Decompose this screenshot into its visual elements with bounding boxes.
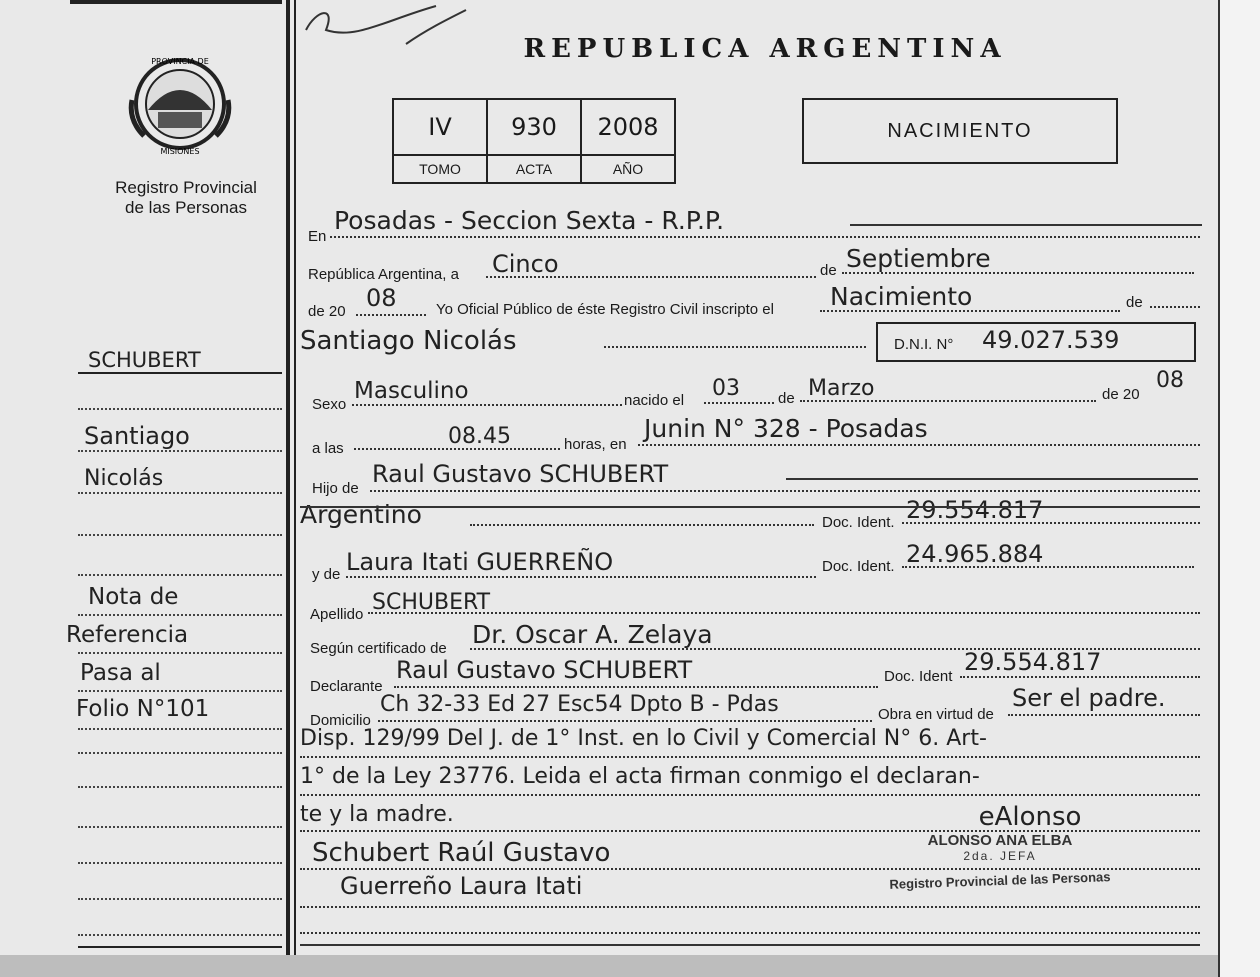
margin-rule (78, 862, 282, 864)
acta-label: ACTA (487, 155, 581, 183)
value-anio: 08 (366, 284, 397, 312)
seal-text-top: PROVINCIA DE (151, 57, 209, 66)
margin-top-rule (70, 0, 282, 4)
margin-given-1: Santiago (84, 422, 190, 450)
margin-rule (78, 690, 282, 692)
acta-value: 930 (487, 99, 581, 155)
fill-line (394, 686, 878, 688)
fill-line (902, 522, 1200, 524)
fill-line (800, 400, 1096, 402)
value-nac-anio: 08 (1156, 368, 1184, 393)
fill-line (378, 720, 872, 722)
fill-line (352, 404, 622, 406)
label-en: En (308, 228, 327, 245)
value-apellido: SCHUBERT (372, 590, 491, 615)
margin-rule (78, 574, 282, 576)
value-dia: Cinco (492, 250, 559, 278)
margin-rule (78, 534, 282, 536)
fill-line (960, 676, 1200, 678)
value-nacionalidad: Argentino (300, 500, 422, 529)
label-de20: de 20 (308, 303, 346, 320)
fill-line (486, 276, 816, 278)
value-madre: Laura Itati GUERREÑO (346, 548, 614, 576)
label-nacido: nacido el (624, 392, 685, 409)
margin-rule (78, 946, 282, 948)
fill-line (638, 444, 1200, 446)
label-hijo: Hijo de (312, 480, 359, 497)
fill-line (470, 524, 814, 526)
label-dni: D.N.I. N° (894, 336, 954, 353)
page-bottom-edge (0, 955, 1218, 977)
misiones-seal-icon (126, 50, 234, 162)
value-certificado: Dr. Oscar A. Zelaya (472, 620, 713, 649)
margin-rule (78, 492, 282, 494)
fill-line (902, 566, 1194, 568)
official-signature: eAlonso (978, 802, 1082, 832)
record-reference-table (392, 98, 676, 184)
value-lugar-nac: Junin N° 328 - Posadas (644, 414, 928, 443)
margin-note-4: Folio N°101 (76, 696, 210, 722)
margin-rule (78, 652, 282, 654)
value-texto-3: te y la madre. (300, 802, 454, 827)
margin-given-2: Nicolás (84, 466, 164, 491)
stamp-name: ALONSO ANA ELBA (927, 832, 1073, 849)
value-sexo: Masculino (354, 378, 469, 404)
value-obra: Ser el padre. (1012, 684, 1166, 712)
label-de: de (778, 390, 795, 407)
margin-rule (78, 826, 282, 828)
document-type-box: NACIMIENTO (802, 98, 1118, 164)
margin-note-2: Referencia (66, 622, 189, 648)
margin-rule (78, 898, 282, 900)
column-divider-inner (294, 0, 296, 955)
value-domicilio: Ch 32-33 Ed 27 Esc54 Dpto B - Pdas (380, 692, 779, 717)
margin-rule (78, 728, 282, 730)
anio-value: 2008 (581, 99, 675, 155)
official-stamp (870, 802, 1130, 892)
value-inscripto: Nacimiento (830, 282, 973, 311)
fill-line (850, 224, 1202, 226)
tomo-label: TOMO (393, 155, 487, 183)
margin-rule (78, 450, 282, 452)
registry-name (84, 178, 288, 218)
fill-line (300, 756, 1200, 758)
value-padre: Raul Gustavo SCHUBERT (372, 460, 669, 488)
seal-text-bottom: MISIONES (160, 147, 200, 156)
fill-line (370, 490, 1200, 492)
value-declarante: Raul Gustavo SCHUBERT (396, 656, 693, 684)
page-edge (1218, 0, 1260, 977)
label-doc-ident-2: Doc. Ident (884, 668, 953, 685)
signature-father: Schubert Raúl Gustavo (312, 838, 611, 868)
value-madre-doc: 24.965.884 (906, 540, 1044, 568)
value-nac-dia: 03 (712, 376, 740, 401)
margin-rule (78, 786, 282, 788)
label-alas: a las (312, 440, 344, 457)
value-nac-mes: Marzo (808, 376, 875, 401)
fill-line (1150, 306, 1200, 308)
margin-rule (78, 614, 282, 616)
fill-line (820, 310, 1120, 312)
signature-mother: Guerreño Laura Itati (340, 872, 583, 900)
value-texto-2: 1° de la Ley 23776. Leida el acta firman conmigo el declaran- (300, 764, 980, 789)
value-nombre: Santiago Nicolás (300, 326, 517, 356)
fill-line (300, 944, 1200, 946)
value-texto-1: Disp. 129/99 Del J. de 1° Inst. en lo Civil y Comercial N° 6. Art- (300, 726, 987, 751)
label-de: de (820, 262, 837, 279)
label-republica: República Argentina, a (308, 266, 459, 283)
fill-line (604, 346, 866, 348)
fill-line (300, 506, 1200, 508)
document-title: REPUBLICA ARGENTINA (523, 34, 1007, 64)
label-sexo: Sexo (312, 396, 347, 413)
label-obra: Obra en virtud de (878, 706, 994, 723)
fill-line (300, 794, 1200, 796)
label-horas: horas, en (564, 436, 627, 453)
registry-name-line1: Registro Provincial (115, 178, 257, 197)
fill-line (368, 612, 1200, 614)
fill-line (354, 448, 560, 450)
fill-line (704, 402, 774, 404)
value-declarante-doc: 29.554.817 (964, 648, 1102, 676)
registry-name-line2: de las Personas (125, 198, 247, 217)
label-de: de (1126, 294, 1143, 311)
label-domicilio: Domicilio (310, 712, 371, 729)
anio-label: AÑO (581, 155, 675, 183)
label-segun: Según certificado de (310, 640, 447, 657)
fill-line (300, 932, 1200, 934)
tomo-value: IV (393, 99, 487, 155)
fill-line (842, 272, 1194, 274)
fill-line (356, 314, 426, 316)
label-doc-ident: Doc. Ident. (822, 514, 895, 531)
fill-line (346, 576, 816, 578)
label-apellido: Apellido (310, 606, 364, 623)
fill-line (786, 478, 1198, 480)
fill-line (300, 906, 1200, 908)
value-hora: 08.45 (448, 424, 511, 449)
label-de20b: de 20 (1102, 386, 1140, 403)
dni-box (876, 322, 1196, 362)
label-declarante: Declarante (310, 678, 383, 695)
margin-rule (78, 752, 282, 754)
stamp-role: 2da. JEFA (963, 849, 1037, 863)
margin-rule (78, 934, 282, 936)
stamp-office: Registro Provincial de las Personas (889, 869, 1111, 892)
margin-rule (78, 372, 282, 374)
label-yde: y de (312, 566, 341, 583)
fill-line (1008, 714, 1200, 716)
margin-rule (78, 408, 282, 410)
column-divider (286, 0, 290, 955)
margin-note-1: Nota de (88, 584, 179, 610)
margin-note-3: Pasa al (80, 660, 161, 686)
value-mes: Septiembre (846, 244, 991, 273)
fill-line (330, 236, 1200, 238)
value-padre-doc: 29.554.817 (906, 496, 1044, 524)
label-doc-ident: Doc. Ident. (822, 558, 895, 575)
margin-surname: SCHUBERT (88, 348, 201, 372)
value-lugar: Posadas - Seccion Sexta - R.P.P. (334, 206, 725, 235)
value-dni: 49.027.539 (982, 326, 1120, 354)
label-oficial: Yo Oficial Público de éste Registro Civil inscripto el (436, 301, 774, 318)
